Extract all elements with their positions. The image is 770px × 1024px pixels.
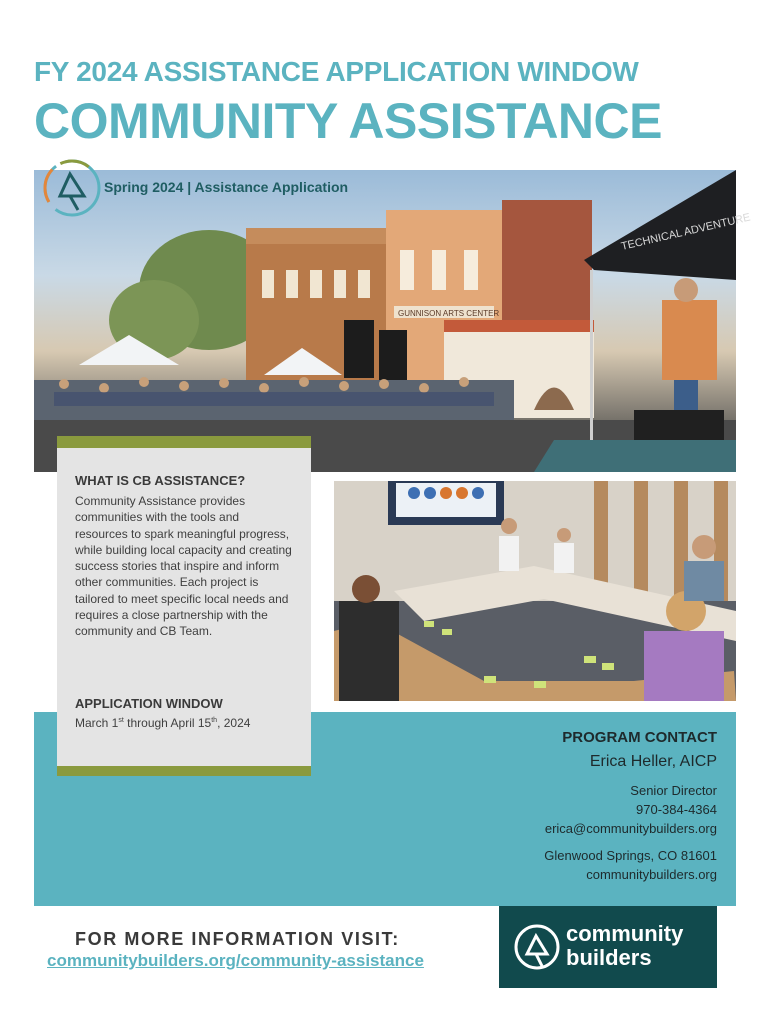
cb-logo-icon [512,922,562,972]
tent-text: TECHNICAL ADVENTURE [619,211,752,253]
contact-phone[interactable]: 970-384-4364 [636,802,717,817]
application-window-dates: March 1st through April 15th, 2024 [75,716,251,730]
contact-email[interactable]: erica@communitybuilders.org [544,821,717,836]
hero-photo [34,170,752,472]
contact-role: Senior Director [630,783,717,798]
building-sign: GUNNISON ARTS CENTER [398,309,500,318]
info-box-bottom-accent [57,766,311,776]
cb-logo-mark [40,156,104,220]
document-subtitle: FY 2024 ASSISTANCE APPLICATION WINDOW [34,56,639,87]
workshop-photo [334,481,736,701]
info-box-top-accent [57,436,311,448]
what-heading: WHAT IS CB ASSISTANCE? [75,473,246,488]
contact-heading: PROGRAM CONTACT [562,729,717,746]
more-info-link[interactable]: communitybuilders.org/community-assistance [47,951,424,970]
what-body: Community Assistance provides communities with the tools and resources to spark meaningful progress, while building local capacity and creating success stories that inspire and inform other communities. Each project is tailored to meet specific local needs and requires a close partnership with the community and CB Team. [75,494,292,639]
brand-line-2: builders [566,945,652,970]
more-info-label: FOR MORE INFORMATION VISIT: [75,929,400,949]
brand-line-1: community [566,921,684,946]
window-heading: APPLICATION WINDOW [75,696,223,711]
hero-tagline: Spring 2024 | Assistance Application [104,179,349,195]
contact-website[interactable]: communitybuilders.org [586,867,717,882]
contact-city: Glenwood Springs, CO 81601 [544,848,717,863]
festival-scene [34,170,752,472]
contact-name: Erica Heller, AICP [589,753,717,770]
workshop-scene [334,481,736,701]
document-title: COMMUNITY ASSISTANCE [34,93,662,149]
brand-block [499,906,717,988]
